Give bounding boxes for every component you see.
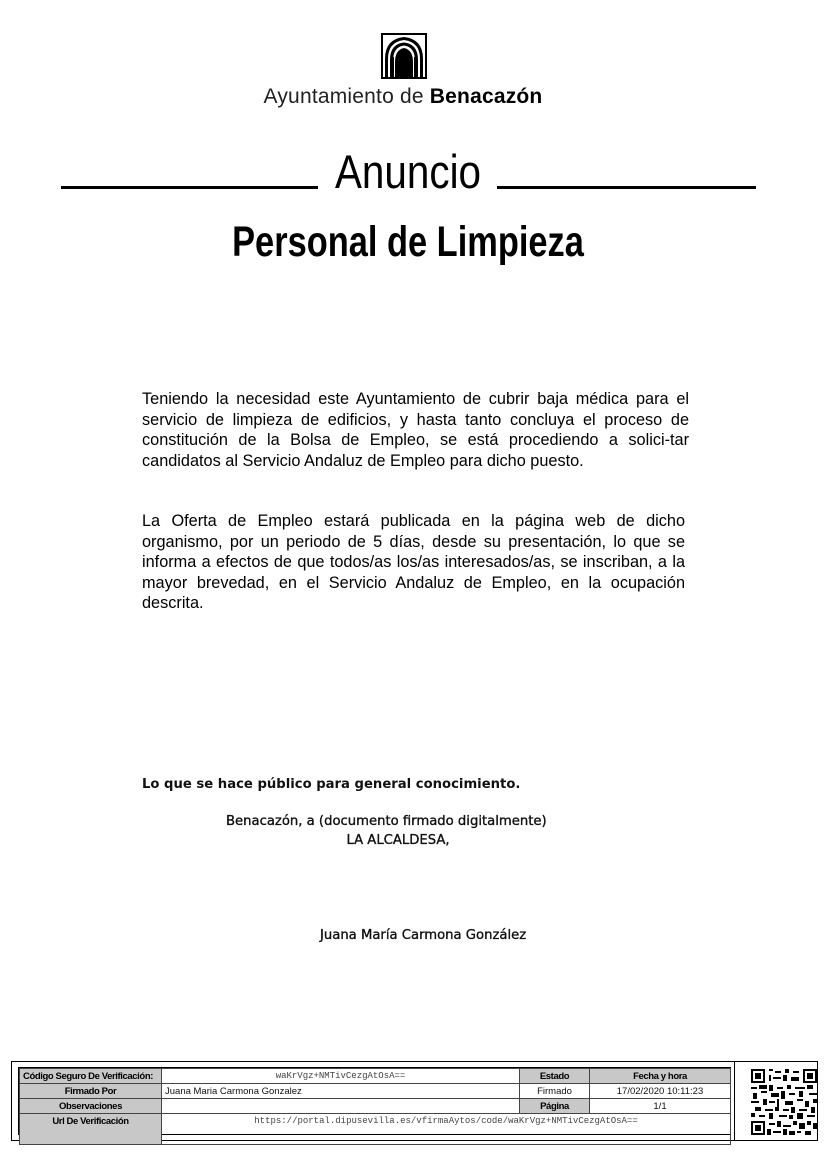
place-date: Benacazón, a (documento firmado digitalmente) <box>226 814 547 829</box>
body-paragraph: Teniendo la necesidad este Ayuntamiento de cubrir baja médica para el servicio de limpieza de edificios, y hasta tanto concluya el proceso de constitución de la Bolsa de Empleo, se está procediendo a solici-tar candidatos al Servicio Andaluz de Empleo para dicho puesto. <box>142 390 689 470</box>
table-row <box>20 1114 731 1145</box>
observaciones-value <box>162 1099 520 1114</box>
verification-box <box>11 1061 818 1141</box>
estado-value: Firmado <box>520 1084 590 1099</box>
organization-name <box>0 85 806 109</box>
org-name-bold: Benacazón <box>429 85 543 108</box>
table-row <box>20 1099 731 1114</box>
arch-icon <box>381 33 427 79</box>
qr-code-icon <box>751 1069 817 1135</box>
signer-name: Juana María Carmona González <box>320 928 527 943</box>
firmado-por-label: Firmado Por <box>20 1084 162 1099</box>
org-name-prefix: Ayuntamiento de <box>263 85 430 108</box>
qr-divider <box>734 1062 735 1140</box>
table-row <box>20 1069 731 1084</box>
body-paragraph: La Oferta de Empleo estará publicada en la página web de dicho organismo, por un periodo de 5 días, desde su presentación, lo que se informa a efectos de que todos/as los/as interesados/as, se inscriban, a la mayor brevedad, en el Servicio Andaluz de Empleo, en la ocupación descrita. <box>142 512 685 612</box>
csv-label: Código Seguro De Verificación: <box>20 1069 162 1084</box>
observaciones-label: Observaciones <box>20 1099 162 1114</box>
signer-role: LA ALCALDESA, <box>346 833 450 848</box>
table-row <box>20 1084 731 1099</box>
csv-value: waKrVgz+NMTivCezgAtOsA== <box>162 1069 520 1084</box>
estado-label: Estado <box>520 1069 590 1084</box>
fecha-label: Fecha y hora <box>590 1069 731 1084</box>
url-label: Url De Verificación <box>20 1114 162 1145</box>
fecha-value: 17/02/2020 10:11:23 <box>590 1084 731 1099</box>
document-subtitle: Personal de Limpieza <box>232 218 584 266</box>
public-notice: Lo que se hace público para general conocimiento. <box>142 777 521 792</box>
document-title: Anuncio <box>334 145 482 198</box>
verification-table <box>19 1068 731 1145</box>
pagina-label: Página <box>520 1099 590 1114</box>
verification-table-frame <box>18 1067 731 1135</box>
verification-url[interactable]: https://portal.dipusevilla.es/vfirmaAytos/code/waKrVgz+NMTivCezgAtOsA== <box>162 1114 731 1145</box>
firmado-por-value: Juana Maria Carmona Gonzalez <box>162 1084 520 1099</box>
pagina-value: 1/1 <box>590 1099 731 1114</box>
